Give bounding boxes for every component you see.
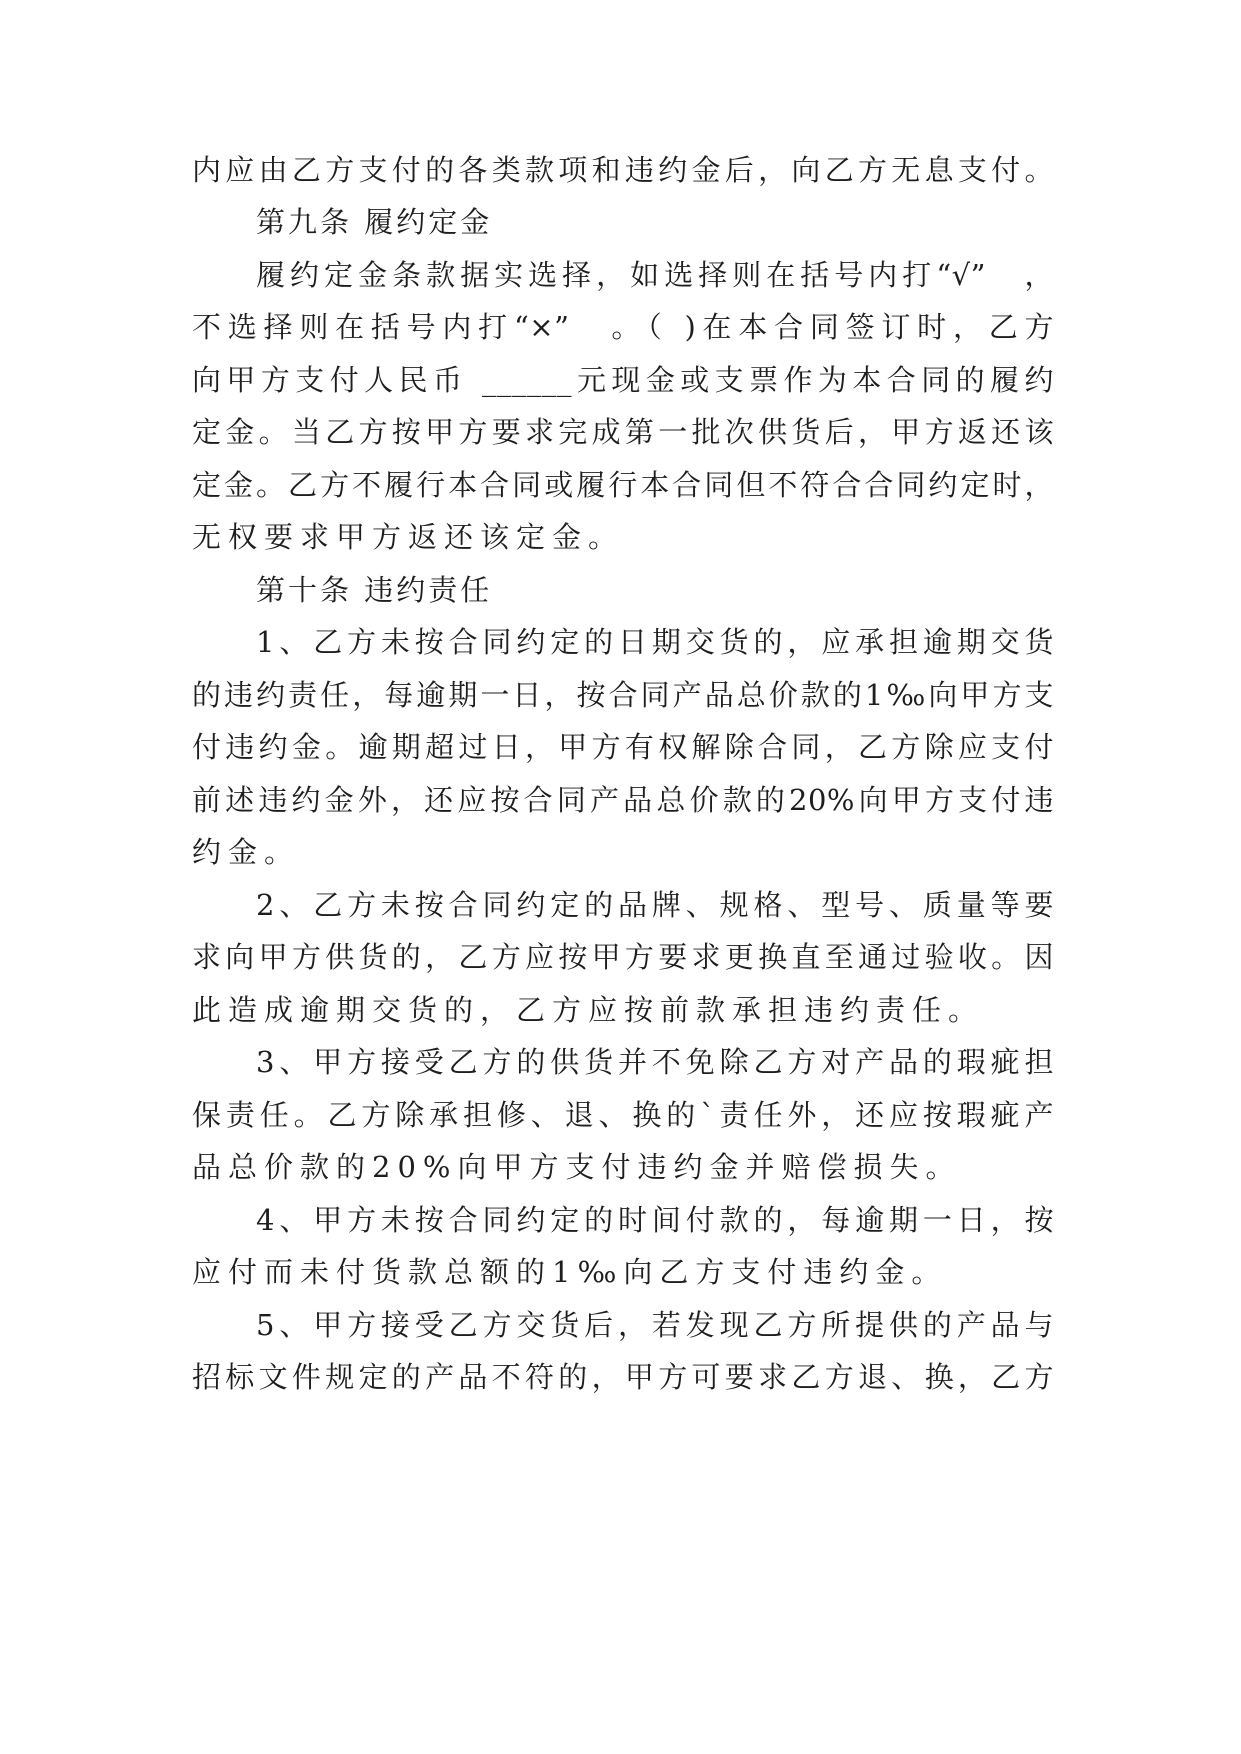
text-line: 招标文件规定的产品不符的，甲方可要求乙方退、换，乙方 (192, 1360, 1054, 1394)
text-line: 定金。当乙方按甲方要求完成第一批次供货后，甲方返还该 (192, 415, 1054, 449)
text-line: 3、甲方接受乙方的供货并不免除乙方对产品的瑕疵担 (256, 1045, 1054, 1079)
text-line: 履约定金条款据实选择，如选择则在括号内打“√” ， (256, 258, 1054, 292)
text-line: 2、乙方未按合同约定的品牌、规格、型号、质量等要 (256, 888, 1054, 922)
text-line: 前述违约金外，还应按合同产品总价款的20%向甲方支付违 (192, 783, 1054, 817)
text-line: 向甲方支付人民币 ______元现金或支票作为本合同的履约 (192, 363, 1054, 397)
text-line: 保责任。乙方除承担修、退、换的`责任外，还应按瑕疵产 (192, 1098, 1054, 1132)
text-line: 约金。 (192, 835, 301, 869)
text-line: 的违约责任，每逾期一日，按合同产品总价款的1‰向甲方支 (192, 678, 1054, 712)
text-line: 1、乙方未按合同约定的日期交货的，应承担逾期交货 (256, 625, 1054, 659)
text-line: 4、甲方未按合同约定的时间付款的，每逾期一日，按 (256, 1203, 1054, 1237)
text-line: 无权要求甲方返还该定金。 (192, 520, 625, 554)
text-line: 此造成逾期交货的，乙方应按前款承担违约责任。 (192, 993, 985, 1027)
text-line: 不选择则在括号内打“×” 。（ )在本合同签订时，乙方 (192, 310, 1054, 344)
text-line: 定金。乙方不履行本合同或履行本合同但不符合合同约定时， (192, 468, 1054, 502)
text-line: 付违约金。逾期超过日，甲方有权解除合同，乙方除应支付 (192, 730, 1054, 764)
text-line: 内应由乙方支付的各类款项和违约金后，向乙方无息支付。 (192, 153, 1054, 187)
section-heading: 第十条 违约责任 (256, 573, 493, 607)
text-line: 求向甲方供货的，乙方应按甲方要求更换直至通过验收。因 (192, 940, 1054, 974)
text-line: 5、甲方接受乙方交货后，若发现乙方所提供的产品与 (256, 1308, 1054, 1342)
text-line: 品总价款的20%向甲方支付违约金并赔偿损失。 (192, 1150, 962, 1184)
text-line: 应付而未付货款总额的1‰向乙方支付违约金。 (192, 1255, 948, 1289)
section-heading: 第九条 履约定金 (256, 205, 493, 239)
